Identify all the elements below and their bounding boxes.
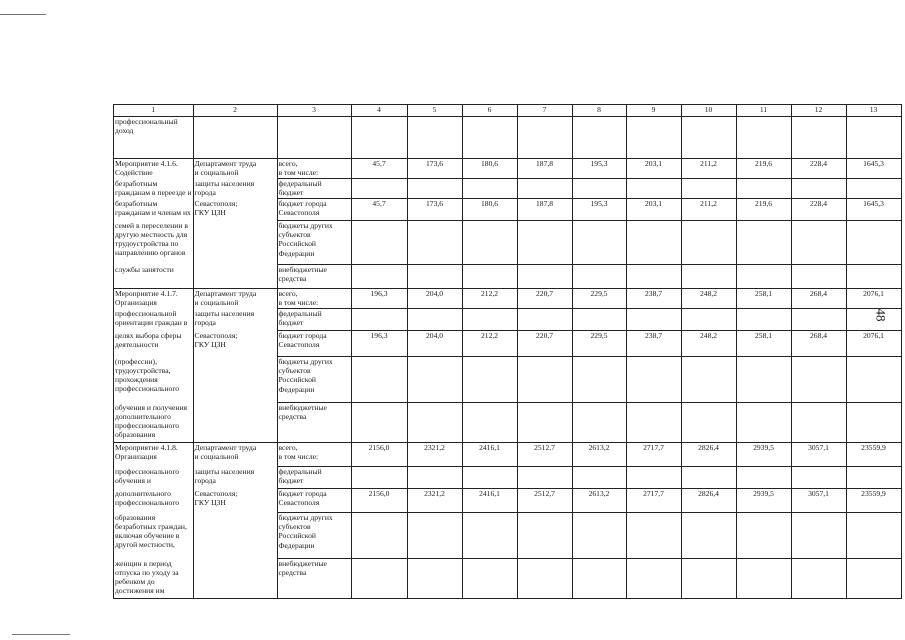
funding-source: внебюджетные средства (277, 265, 351, 289)
value-cell: 212,2 (462, 331, 517, 357)
column-header-6: 6 (462, 105, 517, 117)
empty-cell (736, 265, 791, 289)
empty-cell (846, 221, 901, 265)
column-header-1: 1 (114, 105, 194, 117)
funding-source: бюджеты других субъектов Российской Федерации (277, 357, 351, 403)
value-cell: 3057,1 (791, 489, 846, 513)
empty-cell (626, 467, 681, 489)
table-row (114, 513, 902, 559)
empty-cell (681, 467, 736, 489)
empty-cell (791, 467, 846, 489)
column-header-10: 10 (681, 105, 736, 117)
responsible-department-cont: защиты населения города (193, 179, 277, 199)
funding-source: внебюджетные средства (277, 559, 351, 599)
empty-cell (846, 467, 901, 489)
responsible-department: Департамент труда и социальной (193, 159, 277, 179)
value-cell: 219,6 (736, 159, 791, 179)
measure-name-cont: обучения и получения дополнительного профессионального образования (114, 403, 194, 443)
funding-source: всего, в том числе: (277, 159, 351, 179)
empty-cell (626, 513, 681, 559)
value-cell: 173,6 (407, 159, 462, 179)
table-row (114, 467, 902, 489)
funding-source: бюджет города Севастополя (277, 199, 351, 221)
responsible-department-cont (193, 559, 277, 599)
empty-cell (517, 221, 572, 265)
empty-cell (681, 559, 736, 599)
value-cell: 248,2 (681, 289, 736, 309)
value-cell: 2613,2 (572, 443, 626, 467)
empty-cell (626, 559, 681, 599)
value-cell: 248,2 (681, 331, 736, 357)
measure-name-cont: семей в переселении в другую местность для трудоустройства по направлению органов (114, 221, 194, 265)
value-cell: 2512,7 (517, 489, 572, 513)
table-row (114, 159, 902, 179)
value-cell: 228,4 (791, 199, 846, 221)
empty-cell (351, 559, 407, 599)
responsible-department-cont: Севастополя; ГКУ ЦЗН (193, 489, 277, 513)
measure-name-cont: профессионального обучения и (114, 467, 194, 489)
empty-cell (517, 117, 572, 159)
value-cell: 2826,4 (681, 489, 736, 513)
empty-cell (736, 117, 791, 159)
empty-cell (626, 117, 681, 159)
value-cell: 1645,3 (846, 199, 901, 221)
page-number: 48 (873, 308, 889, 322)
value-cell: 2512,7 (517, 443, 572, 467)
column-header-5: 5 (407, 105, 462, 117)
value-cell: 180,6 (462, 159, 517, 179)
measure-name: Мероприятие 4.1.6. Содействие (114, 159, 194, 179)
value-cell: 195,3 (572, 199, 626, 221)
empty-cell (791, 221, 846, 265)
empty-cell (407, 117, 462, 159)
empty-cell (572, 513, 626, 559)
empty-cell (517, 309, 572, 331)
empty-cell (736, 357, 791, 403)
empty-cell (791, 117, 846, 159)
value-cell: 211,2 (681, 199, 736, 221)
empty-cell (626, 309, 681, 331)
responsible-department: Департамент труда и социальной (193, 289, 277, 309)
value-cell: 203,1 (626, 159, 681, 179)
empty-cell (681, 357, 736, 403)
empty-cell (407, 309, 462, 331)
empty-cell (462, 309, 517, 331)
empty-cell (572, 559, 626, 599)
empty-cell (351, 403, 407, 443)
empty-cell (193, 117, 277, 159)
empty-cell (517, 357, 572, 403)
empty-cell (626, 265, 681, 289)
measure-name-cont: дополнительного профессионального (114, 489, 194, 513)
column-header-7: 7 (517, 105, 572, 117)
measure-name: Мероприятие 4.1.8. Организация (114, 443, 194, 467)
column-header-11: 11 (736, 105, 791, 117)
empty-cell (462, 467, 517, 489)
empty-cell (736, 559, 791, 599)
value-cell: 2717,7 (626, 489, 681, 513)
empty-cell (462, 179, 517, 199)
value-cell: 3057,1 (791, 443, 846, 467)
empty-cell (462, 265, 517, 289)
funding-source: всего, в том числе: (277, 289, 351, 309)
value-cell: 2076,1 (846, 289, 901, 309)
empty-cell (846, 357, 901, 403)
empty-cell (846, 403, 901, 443)
empty-cell (351, 221, 407, 265)
value-cell: 173,6 (407, 199, 462, 221)
value-cell: 220,7 (517, 331, 572, 357)
responsible-department-cont: защиты населения города (193, 467, 277, 489)
empty-cell (846, 513, 901, 559)
empty-cell (626, 221, 681, 265)
empty-cell (407, 467, 462, 489)
table-row (114, 559, 902, 599)
table-row (114, 357, 902, 403)
funding-source: федеральный бюджет (277, 467, 351, 489)
value-cell: 238,7 (626, 331, 681, 357)
funding-source: внебюджетные средства (277, 403, 351, 443)
measure-name-fragment: профессиональный доход (114, 117, 194, 159)
responsible-department-cont (193, 357, 277, 403)
measure-name-cont: безработным гражданам в переезде и (115, 178, 192, 197)
value-cell: 258,1 (736, 331, 791, 357)
empty-cell (572, 179, 626, 199)
empty-cell (407, 179, 462, 199)
empty-cell (407, 513, 462, 559)
table-row (114, 489, 902, 513)
column-header-9: 9 (626, 105, 681, 117)
empty-cell (517, 513, 572, 559)
empty-cell (462, 221, 517, 265)
empty-cell (517, 467, 572, 489)
funding-source: бюджет города Севастополя (277, 489, 351, 513)
value-cell: 204,0 (407, 331, 462, 357)
value-cell: 2156,0 (351, 489, 407, 513)
empty-cell (517, 559, 572, 599)
column-header-4: 4 (351, 105, 407, 117)
value-cell: 2321,2 (407, 489, 462, 513)
value-cell: 45,7 (351, 199, 407, 221)
empty-cell (572, 357, 626, 403)
responsible-department: Департамент труда и социальной (193, 443, 277, 467)
empty-cell (517, 179, 572, 199)
column-header-8: 8 (572, 105, 626, 117)
value-cell: 229,5 (572, 331, 626, 357)
table-row (114, 199, 902, 221)
empty-cell (736, 467, 791, 489)
empty-cell (846, 179, 901, 199)
responsible-department-cont: Севастополя; ГКУ ЦЗН (193, 331, 277, 357)
empty-cell (351, 309, 407, 331)
value-cell: 2826,4 (681, 443, 736, 467)
value-cell: 2416,1 (462, 443, 517, 467)
empty-cell (572, 265, 626, 289)
empty-cell (407, 221, 462, 265)
column-header-3: 3 (277, 105, 351, 117)
empty-cell (791, 179, 846, 199)
value-cell: 180,6 (462, 199, 517, 221)
value-cell: 187,8 (517, 159, 572, 179)
empty-cell (846, 117, 901, 159)
value-cell: 23559,9 (846, 489, 901, 513)
empty-cell (791, 309, 846, 331)
table-header-row (114, 105, 902, 117)
empty-cell (681, 265, 736, 289)
empty-cell (681, 117, 736, 159)
table-row (114, 117, 902, 159)
empty-cell (572, 309, 626, 331)
measure-name-cont: профессиональной ориентации граждан в (114, 309, 194, 331)
value-cell: 195,3 (572, 159, 626, 179)
measure-name-cont: женщин в период отпуска по уходу за ребенком до достижения им (114, 559, 194, 599)
empty-cell (681, 221, 736, 265)
measure-name-cont: образования безработных граждан, включая обучение в другой местности, (114, 513, 194, 559)
empty-cell (736, 309, 791, 331)
value-cell: 258,1 (736, 289, 791, 309)
empty-cell (736, 513, 791, 559)
table-row (114, 179, 902, 199)
empty-cell (791, 403, 846, 443)
column-header-2: 2 (193, 105, 277, 117)
value-cell: 1645,3 (846, 159, 901, 179)
value-cell: 2156,0 (351, 443, 407, 467)
value-cell: 204,0 (407, 289, 462, 309)
funding-source: федеральный бюджет (277, 179, 351, 199)
empty-cell (791, 559, 846, 599)
empty-cell (351, 179, 407, 199)
empty-cell (736, 179, 791, 199)
value-cell: 187,8 (517, 199, 572, 221)
empty-cell (736, 221, 791, 265)
empty-cell (462, 513, 517, 559)
responsible-department-cont: Севастополя; ГКУ ЦЗН (193, 199, 277, 221)
funding-source: бюджет города Севастополя (277, 331, 351, 357)
column-header-13: 13 (846, 105, 901, 117)
empty-cell (572, 117, 626, 159)
measure-name: Мероприятие 4.1.7. Организация (114, 289, 194, 309)
empty-cell (407, 357, 462, 403)
empty-cell (681, 403, 736, 443)
funding-source: бюджеты других субъектов Российской Федерации (277, 513, 351, 559)
empty-cell (736, 403, 791, 443)
empty-cell (791, 357, 846, 403)
empty-cell (351, 467, 407, 489)
empty-cell (626, 357, 681, 403)
value-cell: 2416,1 (462, 489, 517, 513)
empty-cell (462, 357, 517, 403)
empty-cell (462, 117, 517, 159)
empty-cell (846, 309, 901, 331)
empty-cell (681, 309, 736, 331)
empty-cell (407, 559, 462, 599)
empty-cell (572, 403, 626, 443)
empty-cell (351, 265, 407, 289)
value-cell: 2939,5 (736, 489, 791, 513)
empty-cell (407, 403, 462, 443)
empty-cell (572, 467, 626, 489)
value-cell: 2613,2 (572, 489, 626, 513)
value-cell: 196,3 (351, 289, 407, 309)
value-cell: 228,4 (791, 159, 846, 179)
table-row (114, 403, 902, 443)
empty-cell (681, 513, 736, 559)
responsible-department-cont (193, 221, 277, 265)
empty-cell (462, 403, 517, 443)
value-cell: 268,4 (791, 331, 846, 357)
value-cell: 220,7 (517, 289, 572, 309)
empty-cell (517, 265, 572, 289)
value-cell: 211,2 (681, 159, 736, 179)
value-cell: 2076,1 (846, 331, 901, 357)
funding-source: всего, в том числе: (277, 443, 351, 467)
responsible-department-cont (193, 403, 277, 443)
responsible-department-cont (193, 513, 277, 559)
empty-cell (791, 513, 846, 559)
empty-cell (351, 117, 407, 159)
empty-cell (277, 117, 351, 159)
value-cell: 2939,5 (736, 443, 791, 467)
table-row (114, 265, 902, 289)
value-cell: 238,7 (626, 289, 681, 309)
value-cell: 203,1 (626, 199, 681, 221)
measure-name-cont: целях выбора сферы деятельности (114, 331, 194, 357)
budget-table (113, 104, 902, 599)
value-cell: 45,7 (351, 159, 407, 179)
value-cell: 219,6 (736, 199, 791, 221)
value-cell: 2321,2 (407, 443, 462, 467)
table-row (114, 309, 902, 331)
responsible-department-cont: защиты населения города (193, 309, 277, 331)
value-cell: 268,4 (791, 289, 846, 309)
empty-cell (517, 403, 572, 443)
measure-name-cont: безработным гражданам и членам их (114, 199, 194, 221)
empty-cell (572, 221, 626, 265)
value-cell: 2717,7 (626, 443, 681, 467)
empty-cell (407, 265, 462, 289)
empty-cell (681, 179, 736, 199)
empty-cell (626, 179, 681, 199)
value-cell: 212,2 (462, 289, 517, 309)
measure-name-cont: (профессии), трудоустройства, прохождения профессионального (114, 357, 194, 403)
empty-cell (351, 513, 407, 559)
empty-cell (351, 357, 407, 403)
value-cell: 23559,9 (846, 443, 901, 467)
scan-edge-line-top (0, 14, 46, 15)
measure-name-cont: службы занятости (114, 265, 194, 289)
empty-cell (846, 265, 901, 289)
table-row (114, 221, 902, 265)
table-row (114, 331, 902, 357)
column-header-12: 12 (791, 105, 846, 117)
empty-cell (462, 559, 517, 599)
table-row (114, 443, 902, 467)
scan-edge-line-bottom (12, 634, 70, 635)
table-row (114, 289, 902, 309)
funding-source: федеральный бюджет (277, 309, 351, 331)
empty-cell (791, 265, 846, 289)
responsible-department-cont (193, 265, 277, 289)
empty-cell (626, 403, 681, 443)
value-cell: 229,5 (572, 289, 626, 309)
empty-cell (846, 559, 901, 599)
value-cell: 196,3 (351, 331, 407, 357)
funding-source: бюджеты других субъектов Российской Федерации (277, 221, 351, 265)
